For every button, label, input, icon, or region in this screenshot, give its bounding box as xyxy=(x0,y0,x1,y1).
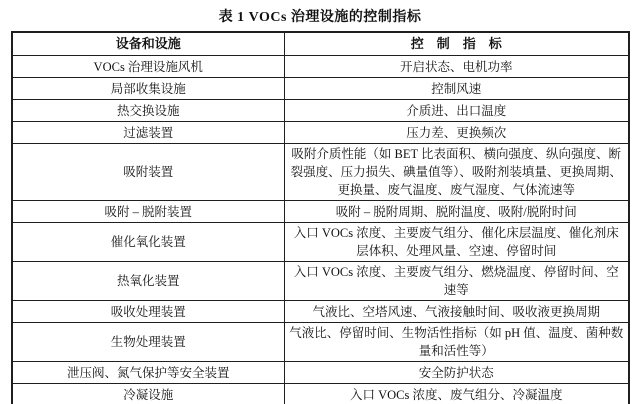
header-row xyxy=(12,32,629,56)
indicator-cell: 入口 VOCs 浓度、废气组分、冷凝温度 xyxy=(284,384,629,404)
control-indicators-table xyxy=(11,31,630,404)
table-row xyxy=(12,56,629,78)
indicator-cell: 压力差、更换频次 xyxy=(284,122,629,144)
table-row xyxy=(12,362,629,384)
device-cell: 吸附装置 xyxy=(12,144,284,201)
indicator-cell: 介质进、出口温度 xyxy=(284,100,629,122)
indicator-cell: 气液比、空塔风速、气液接触时间、吸收液更换周期 xyxy=(284,301,629,323)
device-cell: 催化氧化装置 xyxy=(12,223,284,262)
indicator-cell: 开启状态、电机功率 xyxy=(284,56,629,78)
indicator-cell: 吸附介质性能（如 BET 比表面积、横向强度、纵向强度、断裂强度、压力损失、碘量值等）、吸附剂装填量、更换周期、更换量、废气温度、废气湿度、气体流速等 xyxy=(284,144,629,201)
indicator-cell: 入口 VOCs 浓度、主要废气组分、燃烧温度、停留时间、空速等 xyxy=(284,262,629,301)
table-row xyxy=(12,144,629,201)
device-cell: 冷凝设施 xyxy=(12,384,284,404)
device-cell: 过滤装置 xyxy=(12,122,284,144)
device-cell: 局部收集设施 xyxy=(12,78,284,100)
device-cell: 热交换设施 xyxy=(12,100,284,122)
header-device: 设备和设施 xyxy=(12,32,284,56)
header-indicators: 控 制 指 标 xyxy=(284,32,629,56)
indicator-cell: 控制风速 xyxy=(284,78,629,100)
indicator-cell: 吸附 – 脱附周期、脱附温度、吸附/脱附时间 xyxy=(284,201,629,223)
table-row xyxy=(12,262,629,301)
table-row xyxy=(12,323,629,362)
device-cell: 吸收处理装置 xyxy=(12,301,284,323)
indicator-cell: 安全防护状态 xyxy=(284,362,629,384)
table-row xyxy=(12,301,629,323)
device-cell: 生物处理装置 xyxy=(12,323,284,362)
table-body xyxy=(12,56,629,404)
table-row xyxy=(12,122,629,144)
indicator-cell: 入口 VOCs 浓度、主要废气组分、催化床层温度、催化剂床层体积、处理风量、空速、停留时间 xyxy=(284,223,629,262)
device-cell: VOCs 治理设施风机 xyxy=(12,56,284,78)
table-title: 表 1 VOCs 治理设施的控制指标 xyxy=(218,10,422,25)
device-cell: 泄压阀、氮气保护等安全装置 xyxy=(12,362,284,384)
table-row xyxy=(12,201,629,223)
table-row xyxy=(12,384,629,404)
table-row xyxy=(12,78,629,100)
table-row xyxy=(12,223,629,262)
device-cell: 热氧化装置 xyxy=(12,262,284,301)
indicator-cell: 气液比、停留时间、生物活性指标（如 pH 值、温度、菌种数量和活性等） xyxy=(284,323,629,362)
device-cell: 吸附 – 脱附装置 xyxy=(12,201,284,223)
table-header-row xyxy=(12,32,629,56)
table-row xyxy=(12,100,629,122)
